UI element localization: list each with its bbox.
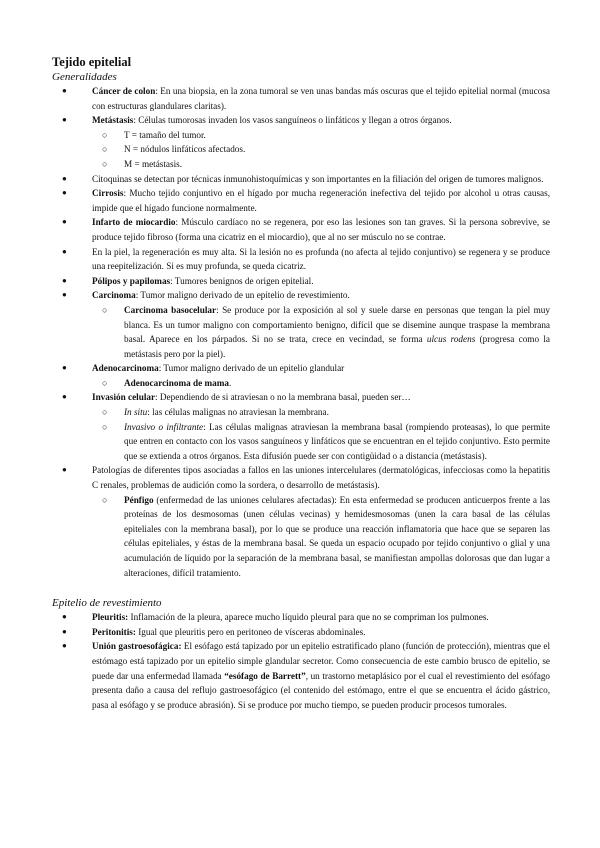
carcinoma-sublist: [92, 303, 550, 361]
list-item: ● Pólipos y papilomas: Tumores benignos de origen epitelial.: [52, 274, 550, 289]
list-item: ● Peritonitis: Igual que pleuritis pero en peritoneo de vísceras abdominales.: [52, 625, 550, 640]
sub-list-item: ○ Pénfigo (enfermedad de las uniones celulares afectadas): En esta enfermedad se producen anticuerpos frente a las proteínas de los desmosomas (unen células vecinas) y hemidesmosomas (unen la cara basal de las células epiteliales con la membrana basal), por lo que se produce una reacción inflamatoria que hace que se separen las células epiteliales, y éstas de la membrana basal. Se queda un espacio ocupado por tejido conjuntivo o glial y una acumulación de líquido por la separación de la membrana basal, se manifiestan ampollas dolorosas que dan lugar a alteraciones, difícil tratamiento.: [92, 493, 550, 581]
term: Pénfigo: [124, 494, 154, 505]
term: Invasión celular: [92, 392, 156, 403]
term: Cirrosis: [92, 188, 124, 199]
term: Pleuritis:: [92, 612, 129, 623]
sub-list-item: ○ Carcinoma basocelular: Se produce por la exposición al sol y suele darse en personas que tengan la piel muy blanca. Es un tumor maligno con comportamiento benigno, difícil que se disemine aunque traspase la membrana basal. Aparece en los párpados. Si no se trata, crece en vecindad, se forma ulcus rodens (progresa como la metástasis pero por la piel).: [92, 303, 550, 361]
term: Unión gastroesofágica:: [92, 641, 182, 652]
term: Carcinoma: [92, 290, 136, 301]
invasion-sublist: [92, 405, 550, 463]
list-item: ● Unión gastroesofágica: El esófago está tapizado por un epitelio estratificado plano (función de protección), mientras que el estómago está tapizado por un epitelio simple glandular secretor. Como consecuencia de este cambio brusco de epitelio, se puede dar una enfermedad llamada “esófago de Barrett”, un trastorno metaplásico por el cual el revestimiento del esófago presenta daño a causa del reflujo gastroesofágico (el contenido del estómago, entre el que se encuentra el ácido gástrico, pasa al esófago y se produce abrasión). Si se produce por mucho tiempo, se pueden producir procesos tumorales.: [52, 639, 550, 712]
sub-list-item: ○ N = nódulos linfáticos afectados.: [92, 142, 550, 157]
adeno-sublist: [92, 376, 550, 391]
list-item: ● Infarto de miocardio: Músculo cardíaco no se regenera, por eso las lesiones son tan graves. Si la persona sobrevive, se produce tejido fibroso (forma una cicatriz en el miocardio), que al no ser músculo no se contrae.: [52, 215, 550, 244]
section-heading-generalidades: Generalidades: [52, 71, 117, 83]
sub-list-item: ○ In situ: las células malignas no atraviesan la membrana.: [92, 405, 550, 420]
term: Metástasis: [92, 115, 134, 126]
term: Adenocarcinoma: [92, 363, 159, 374]
sub-list-item: ○ Invasivo o infiltrante: Las células malignas atraviesan la membrana basal (rompiendo proteasas), lo que permite que entren en contacto con los vasos sanguíneos y linfáticos que se encuentran en el tejido conjuntivo. Esto permite que se extienda a otros órganos. Esta difusión puede ser con contigüidad o a distancia (metástasis).: [92, 420, 550, 464]
list-item: ● Pleuritis: Inflamación de la pleura, aparece mucho líquido pleural para que no se compriman los pulmones.: [52, 610, 550, 625]
list-item: ● Cirrosis: Mucho tejido conjuntivo en el hígado por mucha regeneración inefectiva del tejido por alcohol u otras causas, impide que el hígado funcione normalmente.: [52, 186, 550, 215]
term: Pólipos y papilomas: [92, 275, 171, 286]
patologias-sublist: [92, 493, 550, 581]
list-item: ● Carcinoma: Tumor maligno derivado de un epitelio de revestimiento. ○ Carcinoma basocelular: Se produce por la exposición al sol y suele darse en personas que tengan la piel muy blanca. Es un tumor maligno con comportamiento benigno, difícil que se disemine aunque traspase la membrana basal. Aparece en los párpados. Si no se trata, crece en vecindad, se forma ulcus rodens (progresa como la metástasis pero por la piel).: [52, 288, 550, 361]
term: Infarto de miocardio: [92, 217, 176, 228]
section-heading-revestimiento: Epitelio de revestimiento: [52, 597, 162, 610]
list-item: ● Cáncer de colon: En una biopsia, en la zona tumoral se ven unas bandas más oscuras que el tejido epitelial normal (mucosa con estructuras glandulares claritas).: [52, 84, 550, 113]
list-item: ● Citoquinas se detectan por técnicas inmunohistoquímicas y son importantes en la filiación del origen de tumores malignos.: [52, 172, 550, 187]
term: Adenocarcinoma de mama: [124, 377, 229, 388]
sub-list-item: ○ T = tamaño del tumor.: [92, 128, 550, 143]
term: Carcinoma basocelular: [124, 304, 217, 315]
list-item: ● Invasión celular: Dependiendo de si atraviesan o no la membrana basal, pueden ser… ○ In situ: las células malignas no atraviesan la membrana. ○ Invasivo o infiltrante: Las células malignas atraviesan la membrana basal (rompiendo proteasas), lo que permite que entren en contacto con los vasos sanguíneos y linfáticos que se encuentran en el tejido conjuntivo. Esto permite que se extienda a otros órganos. Esta difusión puede ser con contigüidad o a distancia (metástasis).: [52, 390, 550, 463]
tnm-sublist: [92, 128, 550, 172]
page-title: Tejido epitelial: [52, 55, 132, 69]
list-item: ● En la piel, la regeneración es muy alta. Si la lesión no es profunda (no afecta al tejido conjuntivo) se regenera y se produce una reepitelización. Si es muy profunda, se queda cicatriz.: [52, 245, 550, 274]
sub-list-item: ○ M = metástasis.: [92, 157, 550, 172]
list-item: ● Metástasis: Células tumorosas invaden los vasos sanguíneos o linfáticos y llegan a otros órganos. ○ T = tamaño del tumor. ○ N = nódulos linfáticos afectados. ○ M = metástasis.: [52, 113, 550, 171]
generalidades-list: [52, 84, 550, 580]
term: Peritonitis:: [92, 626, 136, 637]
revestimiento-list: [52, 610, 550, 712]
sub-list-item: ○ Adenocarcinoma de mama.: [92, 376, 550, 391]
list-item: ● Adenocarcinoma: Tumor maligno derivado de un epitelio glandular ○ Adenocarcinoma de mama.: [52, 361, 550, 390]
term: Cáncer de colon: [92, 86, 156, 96]
list-item: ● Patologías de diferentes tipos asociadas a fallos en las uniones intercelulares (dermatológicas, infecciosas como la hepatitis C renales, problemas de audición como la sordera, o desarrollo de metástasis). ○ Pénfigo (enfermedad de las uniones celulares afectadas): En esta enfermedad se producen anticuerpos frente a las proteínas de los desmosomas (unen células vecinas) y hemidesmosomas (unen la cara basal de las células epiteliales con la membrana basal), por lo que se produce una reacción inflamatoria que hace que se separen las células epiteliales, y éstas de la membrana basal. Se queda un espacio ocupado por tejido conjuntivo o glial y una acumulación de líquido por la separación de la membrana basal, se manifiestan ampollas dolorosas que dan lugar a alteraciones, difícil tratamiento.: [52, 463, 550, 580]
